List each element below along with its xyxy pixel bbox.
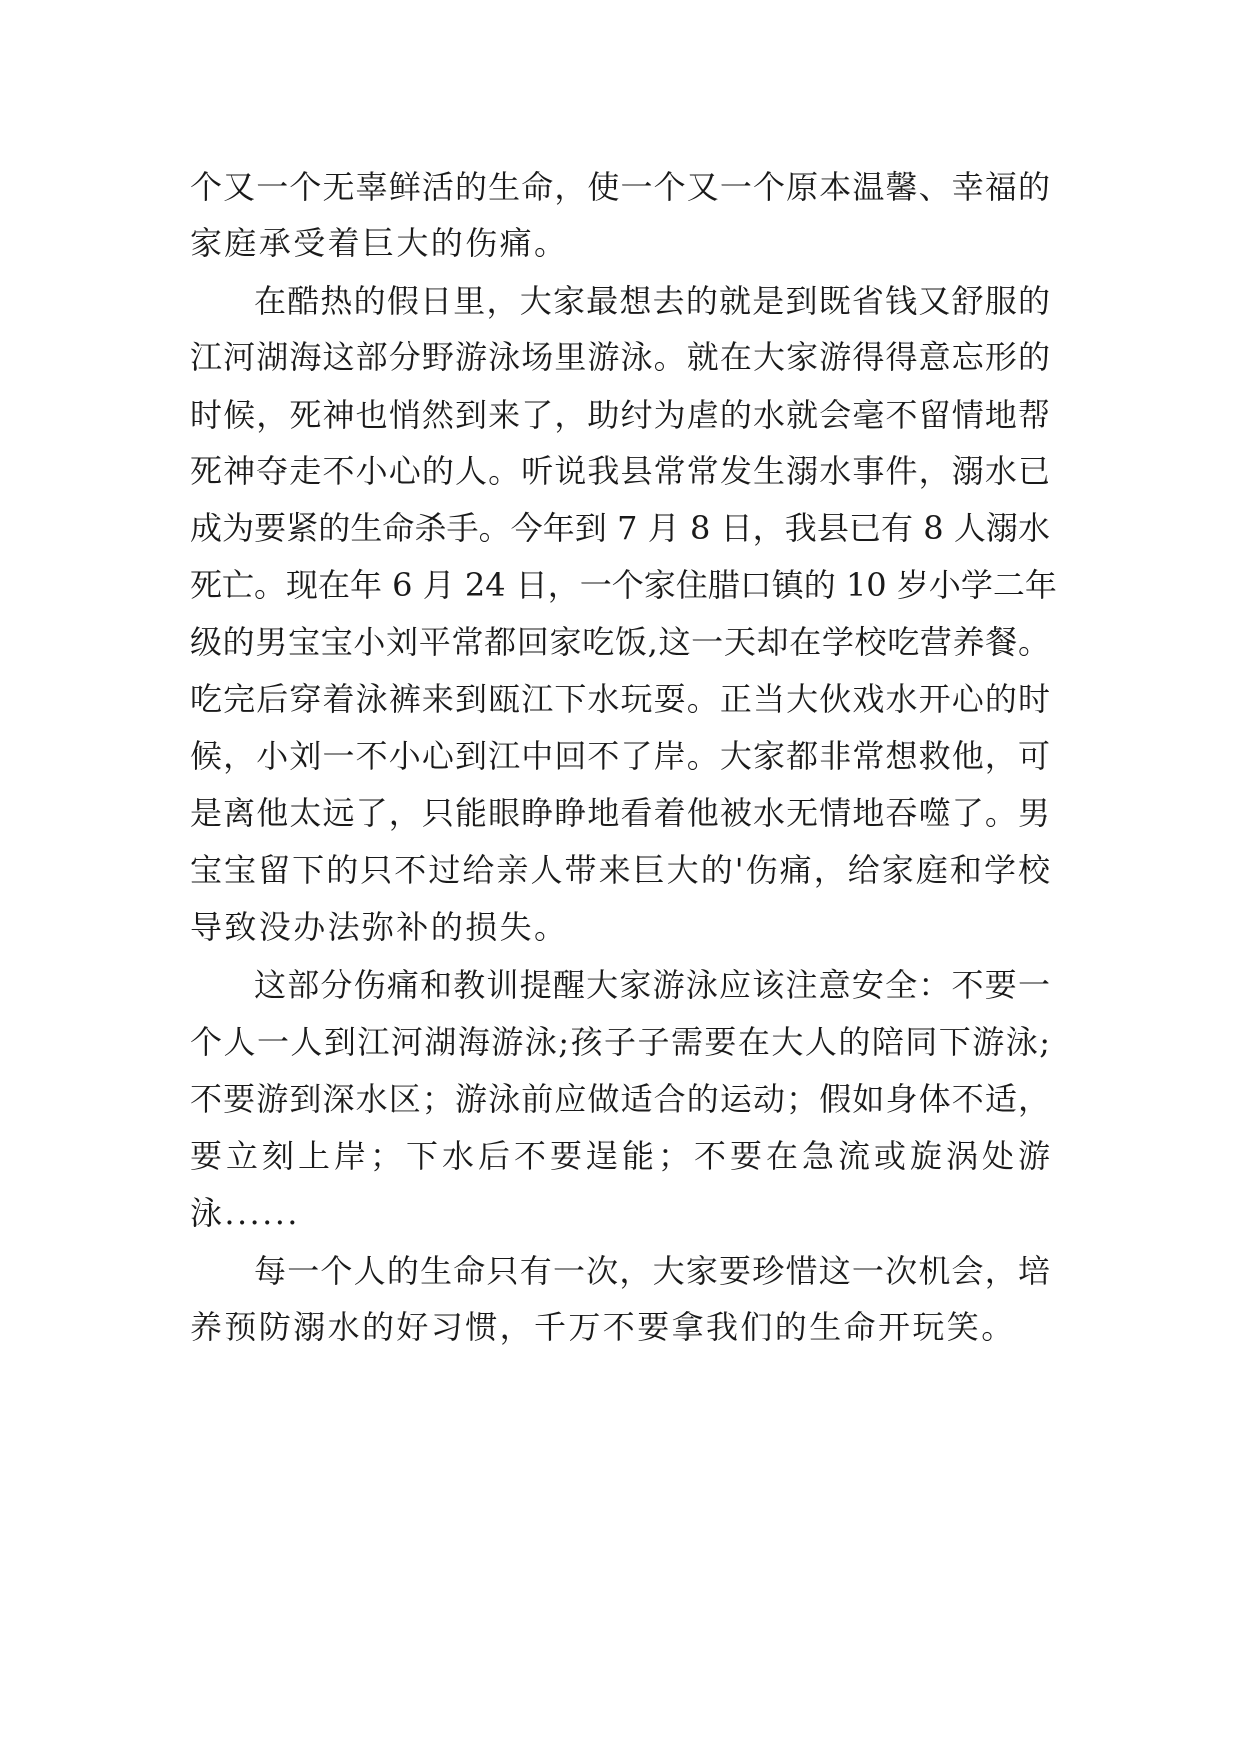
text-line: 导致没办法弥补的损失。 — [190, 908, 569, 946]
text-line: 宝宝留下的只不过给亲人带来巨大的'伤痛，给家庭和学校 — [190, 851, 1050, 889]
paragraph-first-line: 这部分伤痛和教训提醒大家游泳应该注意安全：不要一 — [254, 966, 1050, 1004]
text-line: 要立刻上岸；下水后不要逞能；不要在急流或旋涡处游 — [190, 1137, 1050, 1175]
text-line: 个人一人到江河湖海游泳;孩子子需要在大人的陪同下游泳; — [190, 1023, 1050, 1061]
text-line: 江河湖海这部分野游泳场里游泳。就在大家游得得意忘形的 — [190, 338, 1050, 376]
text-line: 家庭承受着巨大的伤痛。 — [190, 224, 569, 262]
text-line: 吃完后穿着泳裤来到瓯江下水玩耍。正当大伙戏水开心的时 — [190, 680, 1050, 718]
text-line: 养预防溺水的好习惯，千万不要拿我们的生命开玩笑。 — [190, 1308, 1016, 1346]
text-line: 时候，死神也悄然到来了，助纣为虐的水就会毫不留情地帮 — [190, 396, 1050, 434]
text-line: 是离他太远了，只能眼睁睁地看着他被水无情地吞噬了。男 — [190, 794, 1050, 832]
text-line: 个又一个无辜鲜活的生命，使一个又一个原本温馨、幸福的 — [190, 168, 1050, 206]
paragraph-first-line: 每一个人的生命只有一次，大家要珍惜这一次机会，培 — [254, 1252, 1050, 1290]
text-line: 成为要紧的生命杀手。今年到 7 月 8 日，我县已有 8 人溺水 — [190, 509, 1050, 547]
text-line: 级的男宝宝小刘平常都回家吃饭,这一天却在学校吃营养餐。 — [190, 623, 1050, 661]
text-line: 不要游到深水区；游泳前应做适合的运动；假如身体不适， — [190, 1080, 1050, 1118]
text-line: 泳...... — [190, 1194, 300, 1232]
text-line: 候，小刘一不小心到江中回不了岸。大家都非常想救他，可 — [190, 737, 1050, 775]
paragraph-first-line: 在酷热的假日里，大家最想去的就是到既省钱又舒服的 — [254, 282, 1050, 320]
text-line: 死神夺走不小心的人。听说我县常常发生溺水事件，溺水已 — [190, 452, 1050, 490]
text-line: 死亡。现在年 6 月 24 日，一个家住腊口镇的 10 岁小学二年 — [190, 566, 1057, 604]
